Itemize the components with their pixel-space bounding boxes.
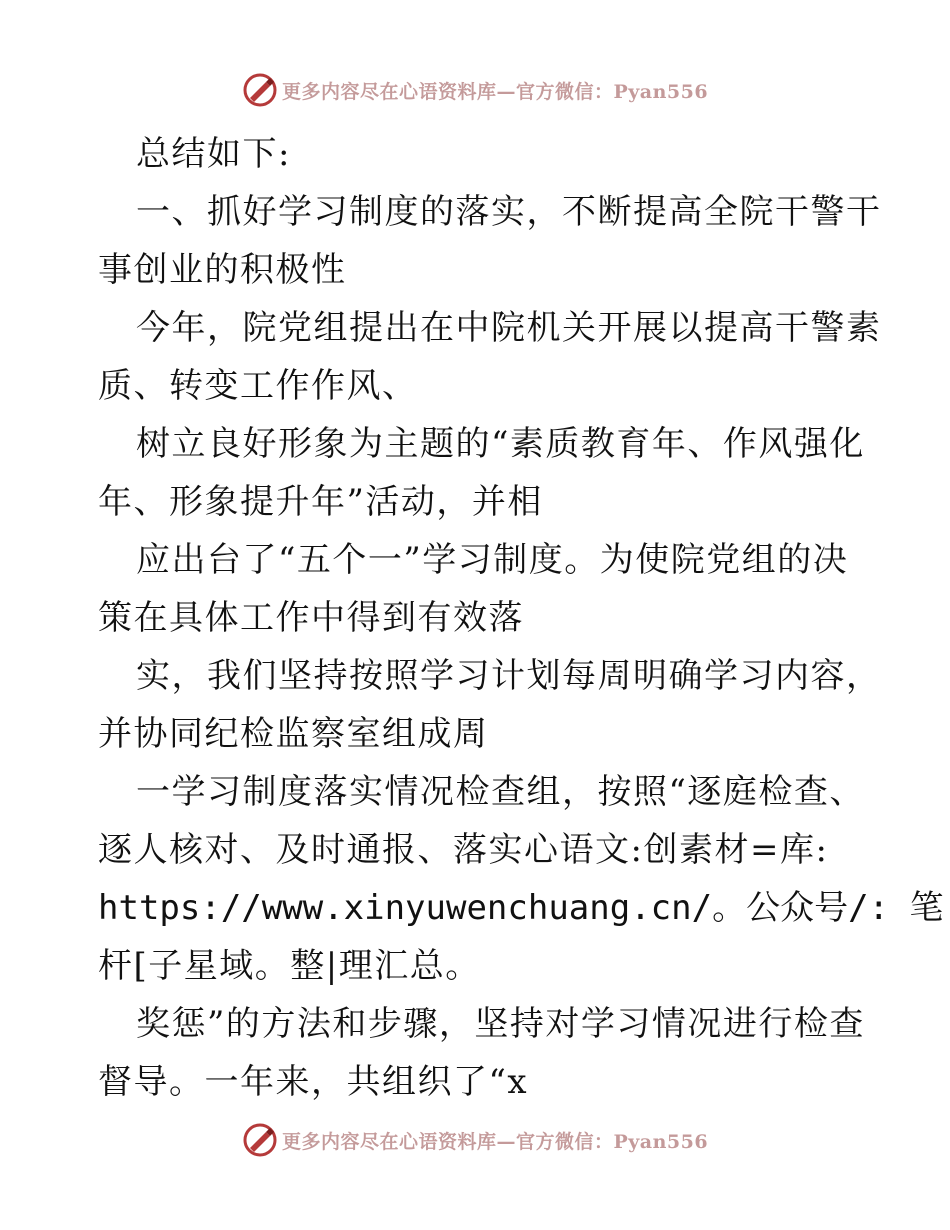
text-line: 逐人核对、及时通报、落实心语文:创素材=库: (98, 830, 829, 870)
text-line: 实，我们坚持按照学习计划每周明确学习内容， (136, 656, 882, 696)
footer-banner (0, 1120, 950, 1160)
text-line: 并协同纪检监察室组成周 (98, 714, 489, 754)
header-banner (0, 70, 950, 110)
text-line: 奖惩”的方法和步骤，坚持对学习情况进行检查 (136, 1004, 865, 1044)
text-line: 督导。一年来，共组织了“x (98, 1062, 529, 1102)
footer-banner-text: 更多内容尽在心语资料库—官方微信：Pyan556 (281, 1130, 709, 1153)
text-line: 总结如下: (136, 134, 291, 174)
text-line: 应出台了“五个一”学习制度。为使院党组的决 (136, 540, 849, 580)
text-line: 树立良好形象为主题的“素质教育年、作风强化 (136, 424, 865, 464)
text-line: 事创业的积极性 (98, 250, 347, 290)
document-body (98, 125, 944, 1111)
text-line: 今年，院党组提出在中院机关开展以提高干警素 (136, 308, 882, 348)
text-line: 年、形象提升年”活动，并相 (98, 482, 543, 522)
text-line-url: https://www.xinyuwenchuang.cn/。公众号/: 笔 (98, 888, 944, 928)
text-line: 一、抓好学习制度的落实，不断提高全院干警干 (136, 192, 882, 232)
pen-logo-icon (242, 72, 278, 108)
header-banner-text: 更多内容尽在心语资料库—官方微信：Pyan556 (281, 80, 709, 103)
pen-logo-icon (242, 1122, 278, 1158)
text-line: 一学习制度落实情况检查组，按照“逐庭检查、 (136, 772, 865, 812)
text-line: 质、转变工作作风、 (98, 366, 418, 406)
text-line: 杆[子星域。整|理汇总。 (98, 946, 481, 986)
text-line: 策在具体工作中得到有效落 (98, 598, 524, 638)
